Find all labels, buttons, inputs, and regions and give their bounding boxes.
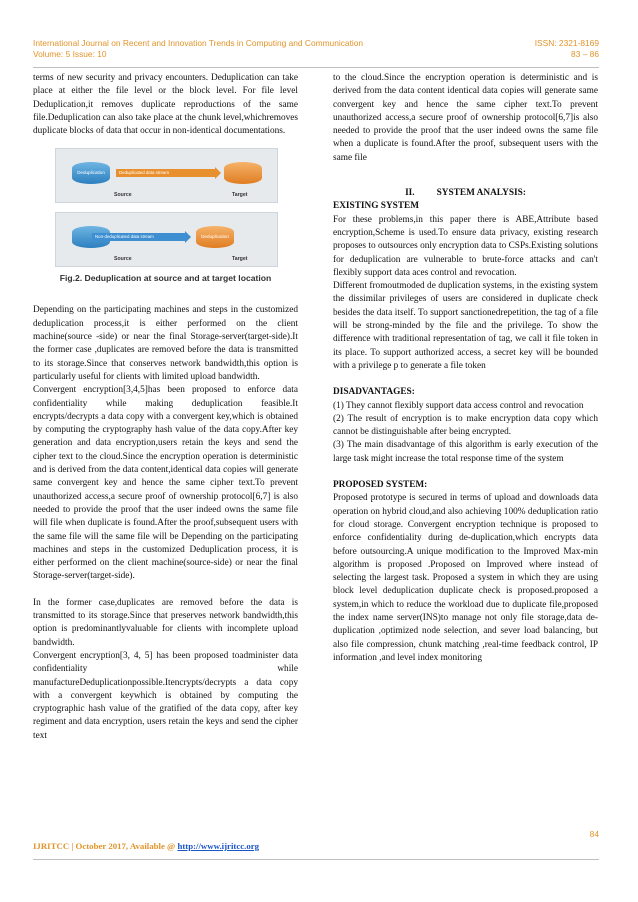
section-heading — [333, 187, 598, 200]
paragraph: Proposed prototype is secured in terms of upload and downloads data operation on hybrid cloud,and also achieving 100% deduplication ratio for cloud storage. Convergent encryption technique is proposed to enforce confidentiality during de-duplication,which encrypts data before outsourcing.A unique modification to the Improved Max-min algorithm is proposed .Proposed on Improved where instead of selecting the largest task. Proposed a system in which they are using block level deduplication duplicate check is proposed.proposed a system,in which to reduce the workload due to duplicate file,proposed the index name server(INS)to manage not only file storage,data de-duplication ,optimized node selection, and sever load balancing, but also file compression, chunk matching ,real-time feedback control, IP information ,and level index monitoring — [333, 493, 598, 663]
paragraph: Convergent encryption[3,4,5]has been proposed to enforce data confidentiality while making deduplication feasible.It encrypts/decrypts a data copy with a convergent key,which is obtained by computing the cryptography hash value of the data copy.After key generation and data encryption,users retain the keys and send the cipher text to the cloud.Since the encryption operation is deterministic and is derived from the data content,identical data copies will generate same convergent key and hence the same cipher text.To prevent unauthorized access,a secure proof of ownership protocol[6,7] is also needed to provide the proof that the user indeed owns the same file will file when duplicate is found.After the proof,subsequent users with the same file will the same file will be Depending on the participating machines and steps in the customized Deduplication process, it is either performed on the client machine(source-side) or near the final Storage-server(target-side). — [33, 385, 298, 582]
section-number: II. — [405, 188, 415, 199]
paragraph: to the cloud.Since the encryption operation is deterministic and is derived from the data content identical data copies will generate same convergent key and hence the same cipher text.To prevent unauthorized access,a secure proof of ownership protocol[6,7]is also needed to provide the proof that the user indeed owns the same file when a duplicate is found.After the proof, subsequent users with the same file — [333, 73, 598, 163]
proposed-system-heading: PROPOSED SYSTEM: — [333, 480, 428, 491]
header-rule — [33, 67, 599, 68]
list-item: (3) The main disadvantage of this algorithm is early execution of the large task might increase the total response time of the system — [333, 440, 598, 464]
target-database-icon — [224, 162, 262, 184]
issn: ISSN: 2321-8169 — [534, 38, 599, 48]
journal-title: International Journal on Recent and Innovation Trends in Computing and Communication — [33, 38, 364, 48]
deduplication-figure — [33, 148, 298, 292]
disadvantages-heading: DISADVANTAGES: — [333, 387, 415, 398]
volume-issue: Volume: 5 Issue: 10 — [33, 49, 107, 59]
source-database-icon: Deduplication — [72, 162, 110, 184]
section-title: SYSTEM ANALYSIS: — [436, 188, 526, 199]
footer-rule — [33, 859, 599, 860]
target-label: Target — [232, 256, 248, 263]
paragraph: Different fromoutmoded de duplication systems, in the existing system the dissimilar privileges of users are considered in duplicate check besides the data itself. To support sanctionedrepetition, the tag of a file will be strong-minded by the file and the privilege. To show the difference with traditional representation of tag, we call it file token in its place. To support authorized access, a secret key will be bounded with a privilege p to generate a file token — [333, 281, 598, 371]
figure-caption: Fig.2. Deduplication at source and at target location — [59, 273, 272, 284]
paragraph: terms of new security and privacy encounters. Deduplication can take place at either the file level or the block level. For file level Deduplication,it removes duplicate reproductions of the same file.Deduplication can also take place at the chunk level,whichremoves duplicate blocks of data that occur in non-identical documentations. — [33, 73, 298, 137]
source-dedup-panel — [55, 148, 278, 203]
page-footer — [33, 841, 259, 851]
target-database-icon: Deduplication — [196, 226, 234, 248]
paragraph: Depending on the participating machines and steps in the customized deduplication process,it is either performed on the client machine(source -side) or near the final Storage-server(target-side).It the former case ,duplicates are removed before the data is transmitted to its storage.Since that conserves network bandwidth,this option is particularly useful for clients with limited upload bandwidth. — [33, 305, 298, 382]
source-label: Source — [114, 256, 132, 263]
page-range: 83 – 86 — [571, 49, 599, 59]
left-column — [33, 72, 298, 743]
dedup-stream-arrow: Deduplicated data stream — [116, 169, 215, 177]
list-item: (2) The result of encryption is to make encryption data copy which cannot be distinguishable after being encrypted. — [333, 413, 598, 438]
target-label: Target — [232, 192, 248, 199]
non-dedup-stream-arrow: Non-deduplicated data stream — [92, 233, 185, 241]
existing-system-heading: EXISTING SYSTEM — [333, 201, 420, 212]
footer-text: IJRITCC | October 2017, Available @ — [33, 841, 178, 851]
paragraph: For these problems,in this paper there is ABE,Attribute based encryption,Scheme is used.To ensure data privacy, existing research proposes to outsources only encryption data to CSPs.Existing solutions for deduplication are vulnerable to brute-force attacks and can't flexibly support data aces control and revocation. — [333, 214, 598, 278]
right-column — [333, 72, 598, 665]
paragraph: In the former case,duplicates are removed before the data is transmitted to its storage.Since that preserves network bandwidth,this option is predominantlyvaluable for clients with incomplete upload bandwidth. — [33, 597, 298, 648]
source-label: Source — [114, 192, 132, 199]
list-item: (1) They cannot flexibly support data access control and revocation — [333, 400, 584, 411]
target-dedup-panel — [55, 212, 278, 267]
page-number: 84 — [589, 829, 599, 839]
journal-link[interactable]: http://www.ijritcc.org — [177, 841, 260, 851]
paragraph: Convergent encryption[3, 4, 5] has been proposed toadminister data confidentiality while manufactureDeduplicationpossible.Itencrypts/decrypts a data copy with a convergent keywhich is obtained by computing the cryptographic hash value of the gratified of the data copy, after key regiment and data encryption, users retain the keys and send the cipher text — [33, 650, 298, 741]
